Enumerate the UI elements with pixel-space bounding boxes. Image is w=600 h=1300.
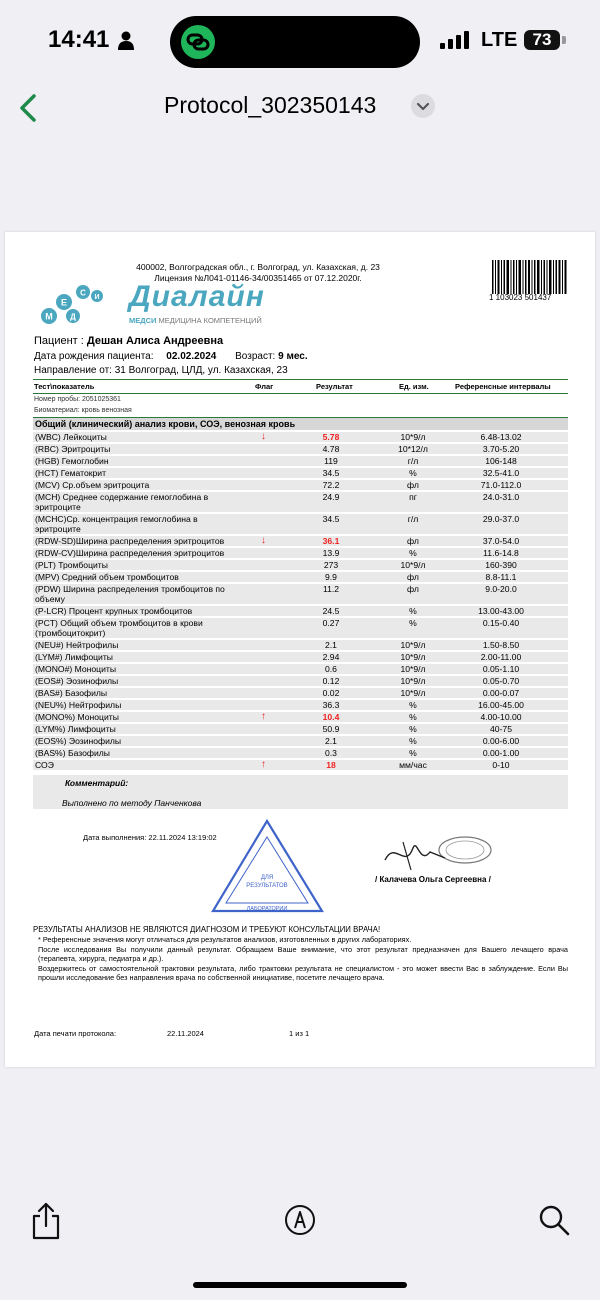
row-test-name: (NEU#) Нейтрофилы xyxy=(35,640,119,650)
row-flag: ↑ xyxy=(261,711,266,722)
signal-icon xyxy=(440,31,470,49)
row-reference: 0.00-1.00 xyxy=(482,748,520,758)
logo-letter: И xyxy=(94,294,100,301)
table-row xyxy=(33,652,568,662)
col-result: Результат xyxy=(316,382,353,391)
table-row xyxy=(33,664,568,674)
row-unit: 10*9/л xyxy=(400,560,426,570)
logo-letter: С xyxy=(80,288,86,298)
table-row xyxy=(33,606,568,616)
row-reference: 6.48-13.02 xyxy=(480,432,522,442)
chevron-down-icon xyxy=(411,94,435,118)
logo-sub-brand: МЕДСИ xyxy=(129,316,157,325)
row-test-name: (MCHC)Ср. концентрация гемоглобина в эритроците xyxy=(35,514,198,534)
page-count: 1 из 1 xyxy=(289,1029,310,1038)
row-unit: % xyxy=(409,748,417,758)
lab-stamp-icon xyxy=(210,817,325,917)
row-test-name: (P-LCR) Процент крупных тромбоцитов xyxy=(35,606,193,616)
row-result: 5.78 xyxy=(322,432,340,442)
home-indicator[interactable] xyxy=(193,1282,407,1288)
row-test-name: (NEU%) Нейтрофилы xyxy=(35,700,122,710)
row-reference: 0-10 xyxy=(492,760,510,770)
row-unit: 10*9/л xyxy=(400,432,426,442)
section-title: Общий (клинический) анализ крови, СОЭ, венозная кровь xyxy=(33,418,568,430)
row-reference: 0.05-1.10 xyxy=(482,664,520,674)
markup-icon[interactable] xyxy=(284,1204,316,1236)
title-menu-button[interactable] xyxy=(411,94,435,118)
nav-bar xyxy=(0,80,600,140)
table-row xyxy=(33,536,568,546)
row-reference: 37.0-54.0 xyxy=(482,536,520,546)
row-test-name: (PLT) Тромбоциты xyxy=(35,560,108,570)
dob-label: Дата рождения пациента: xyxy=(34,351,154,362)
share-icon[interactable] xyxy=(30,1202,62,1240)
referral-row xyxy=(34,365,288,376)
table-row xyxy=(33,700,568,710)
execution-label: Дата выполнения: xyxy=(83,833,147,842)
table-row xyxy=(33,444,568,454)
table-row xyxy=(33,618,568,638)
row-test-name: (HCT) Гематокрит xyxy=(35,468,107,478)
table-row xyxy=(33,748,568,758)
row-test-name: (BAS%) Базофилы xyxy=(35,748,110,758)
row-reference: 3.70-5.20 xyxy=(482,444,520,454)
row-unit: % xyxy=(409,618,417,628)
person-icon xyxy=(117,30,135,50)
row-result: 119 xyxy=(324,456,338,466)
medsi-logo-icon xyxy=(39,282,111,326)
row-reference: 29.0-37.0 xyxy=(482,514,520,524)
patient-name-label: Пациент : xyxy=(34,335,84,347)
row-result: 11.2 xyxy=(322,584,340,594)
row-result: 4.78 xyxy=(322,444,340,454)
row-test-name: (WBC) Лейкоциты xyxy=(35,432,107,442)
row-result: 10.4 xyxy=(322,712,340,722)
row-reference: 8.8-11.1 xyxy=(485,572,517,582)
row-reference: 24.0-31.0 xyxy=(482,492,520,502)
row-unit: % xyxy=(409,700,417,710)
row-unit: % xyxy=(409,712,417,722)
row-unit: мм/час xyxy=(399,760,427,770)
row-test-name: (PCT) Общий объем тромбоцитов в крови (тромбоцитокрит) xyxy=(35,618,203,638)
row-reference: 2.00-11.00 xyxy=(480,652,522,662)
row-result: 34.5 xyxy=(322,514,340,524)
header-divider xyxy=(33,379,568,380)
row-result: 2.1 xyxy=(325,736,337,746)
header-divider xyxy=(33,393,568,394)
back-chevron-icon[interactable] xyxy=(14,92,44,124)
results-table xyxy=(33,432,568,772)
row-unit: фл xyxy=(407,480,419,490)
stamp-line: ДЛЯ xyxy=(260,875,274,881)
row-result: 0.6 xyxy=(325,664,337,674)
barcode xyxy=(492,260,567,294)
battery-level: 73 xyxy=(532,30,552,49)
row-test-name: (LYM#) Лимфоциты xyxy=(35,652,113,662)
row-reference: 71.0-112.0 xyxy=(480,480,522,490)
logo-letter: М xyxy=(45,311,53,322)
row-test-name: (MCH) Среднее содержание гемоглобина в эритроците xyxy=(35,492,209,512)
row-test-name: (MCV) Ср.объем эритроцита xyxy=(35,480,150,490)
table-row xyxy=(33,548,568,558)
row-reference: 0.05-0.70 xyxy=(482,676,520,686)
row-flag: ↓ xyxy=(261,535,266,546)
table-row xyxy=(33,456,568,466)
age-label: Возраст: xyxy=(235,351,276,362)
table-row xyxy=(33,560,568,570)
row-unit: 10*9/л xyxy=(400,652,426,662)
patient-name: Дешан Алиса Андреевна xyxy=(86,335,224,347)
row-result: 0.3 xyxy=(325,748,337,758)
row-reference: 32.5-41.0 xyxy=(482,468,520,478)
barcode-number: 1 103023 501437 xyxy=(489,293,552,302)
battery-nub xyxy=(562,36,566,44)
row-reference: 160-390 xyxy=(485,560,517,570)
row-unit: % xyxy=(409,736,417,746)
dob-value: 02.02.2024 xyxy=(166,351,217,362)
row-result: 0.27 xyxy=(322,618,340,628)
logo-letter: Е xyxy=(60,297,68,308)
lab-address-line: 400002, Волгоградская обл., г. Волгоград, ул. Казахская, д. 23 xyxy=(136,262,380,272)
referral-value: 31 Волгоград, ЦЛД, ул. Казахская, 23 xyxy=(114,365,288,376)
row-reference: 0.00-6.00 xyxy=(482,736,520,746)
lab-logo-name: Диалайн xyxy=(129,280,265,313)
col-unit: Ед. изм. xyxy=(399,382,429,391)
row-result: 24.5 xyxy=(322,606,340,616)
row-test-name: (PDW) Ширина распределения тромбоцитов по объему xyxy=(35,584,225,604)
table-row xyxy=(33,468,568,478)
comment-block xyxy=(33,775,568,809)
row-result: 273 xyxy=(323,560,339,570)
referral-label: Направление от: xyxy=(34,365,112,376)
table-row xyxy=(33,432,568,442)
table-row xyxy=(33,492,568,512)
row-reference: 1.50-8.50 xyxy=(482,640,520,650)
row-test-name: (RDW-CV)Ширина распределения эритроцитов xyxy=(35,548,225,558)
row-result: 72.2 xyxy=(322,480,340,490)
footer-note: * Референсные значения могут отличаться для результатов анализов, изготовленных в других лабораториях. xyxy=(38,935,412,944)
row-reference: 4.00-10.00 xyxy=(480,712,522,722)
row-result: 2.1 xyxy=(325,640,337,650)
row-reference: 11.6-14.8 xyxy=(483,548,519,558)
row-test-name: (HGB) Гемоглобин xyxy=(35,456,109,466)
lab-license-line: Лицензия №Л041-01146-34/00351465 от 07.12.2020г. xyxy=(154,273,362,283)
lab-logo-subtitle xyxy=(129,316,262,325)
row-unit: % xyxy=(409,724,417,734)
row-unit: % xyxy=(409,548,417,558)
signature-name: / Калачева Ольга Сергеевна / xyxy=(375,875,491,884)
table-row xyxy=(33,760,568,770)
dynamic-island[interactable] xyxy=(170,16,420,68)
logo-sub-rest: МЕДИЦИНА КОМПЕТЕНЦИЙ xyxy=(158,316,262,325)
row-test-name: (MONO%) Моноциты xyxy=(35,712,119,722)
row-unit: г/л xyxy=(407,456,419,466)
row-reference: 40-75 xyxy=(490,724,512,734)
patient-name-row xyxy=(34,335,223,347)
row-reference: 9.0-20.0 xyxy=(485,584,517,594)
search-icon[interactable] xyxy=(538,1204,570,1236)
signature-icon xyxy=(375,830,500,878)
footer-warning: РЕЗУЛЬТАТЫ АНАЛИЗОВ НЕ ЯВЛЯЮТСЯ ДИАГНОЗОМ И ТРЕБУЮТ КОНСУЛЬТАЦИИ ВРАЧА! xyxy=(33,925,381,934)
row-result: 50.9 xyxy=(322,724,340,734)
row-unit: 10*9/л xyxy=(400,664,426,674)
col-test: Тест\показатель xyxy=(34,382,95,391)
document-page xyxy=(5,232,595,1067)
row-test-name: (MONO#) Моноциты xyxy=(35,664,117,674)
row-test-name: (RBC) Эритроциты xyxy=(35,444,111,454)
row-result: 36.1 xyxy=(322,536,340,546)
footer-note: Воздержитесь от самостоятельной трактовки результата, либо трактовки результата не специалистом - это может ввести Вас в заблуждение. Если Вы прошли исследование без направления врача по собственной инициативе, посетите лечащего врача. xyxy=(38,964,568,982)
row-unit: % xyxy=(409,606,417,616)
row-reference: 13.00-43.00 xyxy=(478,606,524,616)
table-row xyxy=(33,584,568,604)
row-unit: 10*9/л xyxy=(400,688,426,698)
row-reference: 16.00-45.00 xyxy=(478,700,524,710)
comment-text: Выполнено по методу Панченкова xyxy=(62,798,202,808)
row-flag: ↓ xyxy=(261,431,266,442)
table-row xyxy=(33,514,568,534)
bottom-toolbar xyxy=(0,1180,600,1300)
network-label: LTE xyxy=(481,29,518,51)
row-unit: % xyxy=(409,468,417,478)
row-test-name: (EOS%) Эозинофилы xyxy=(35,736,122,746)
row-unit: 10*9/л xyxy=(400,676,426,686)
execution-date xyxy=(83,833,217,842)
row-unit: фл xyxy=(407,572,419,582)
table-row xyxy=(33,480,568,490)
table-row xyxy=(33,676,568,686)
print-date-label: Дата печати протокола: xyxy=(34,1029,117,1038)
row-result: 2.94 xyxy=(322,652,340,662)
row-result: 0.12 xyxy=(322,676,340,686)
row-unit: фл xyxy=(407,584,419,594)
print-date: 22.11.2024 xyxy=(167,1029,204,1038)
row-test-name: СОЭ xyxy=(35,760,54,770)
col-reference: Референсные интервалы xyxy=(455,382,551,391)
row-result: 36.3 xyxy=(322,700,340,710)
row-result: 34.5 xyxy=(322,468,340,478)
row-result: 18 xyxy=(326,760,336,770)
execution-datetime: 22.11.2024 13:19:02 xyxy=(148,833,217,842)
document-title[interactable]: Protocol_302350143 xyxy=(164,92,377,118)
comment-label: Комментарий: xyxy=(65,778,129,788)
row-test-name: (LYM%) Лимфоциты xyxy=(35,724,116,734)
table-row xyxy=(33,640,568,650)
sample-number: Номер пробы: 2051025361 xyxy=(34,396,121,403)
row-result: 9.9 xyxy=(325,572,337,582)
table-row xyxy=(33,736,568,746)
row-test-name: (BAS#) Базофилы xyxy=(35,688,108,698)
table-row xyxy=(33,712,568,722)
logo-letter: Д xyxy=(70,312,76,322)
table-row xyxy=(33,688,568,698)
stamp-line: РЕЗУЛЬТАТОВ xyxy=(246,883,288,889)
row-unit: 10*9/л xyxy=(400,640,426,650)
row-test-name: (RDW-SD)Ширина распределения эритроцитов xyxy=(35,536,225,546)
row-result: 13.9 xyxy=(322,548,340,558)
stamp-line: ЛАБОРАТОРИИ xyxy=(246,906,288,912)
link-app-icon xyxy=(180,24,216,60)
row-unit: г/л xyxy=(407,514,419,524)
biomaterial: Биоматериал: кровь венозная xyxy=(34,407,132,414)
row-flag: ↑ xyxy=(261,759,266,770)
row-test-name: (EOS#) Эозинофилы xyxy=(35,676,119,686)
status-bar xyxy=(0,0,600,80)
row-unit: фл xyxy=(407,536,419,546)
patient-dob-row xyxy=(34,351,308,362)
row-unit: 10*12/л xyxy=(398,444,428,454)
row-unit: пг xyxy=(409,492,417,502)
footer-note: После исследования Вы получили данный результат. Обращаем Ваше внимание, что этот результат предназначен для Вашего лечащего врача (терапевта, хирурга, педиатра и др.). xyxy=(38,945,568,963)
row-reference: 106-148 xyxy=(485,456,517,466)
row-reference: 0.15-0.40 xyxy=(482,618,520,628)
table-row xyxy=(33,572,568,582)
status-time: 14:41 xyxy=(48,26,110,53)
age-value: 9 мес. xyxy=(278,351,308,362)
row-reference: 0.00-0.07 xyxy=(482,688,520,698)
row-result: 24.9 xyxy=(322,492,340,502)
col-flag: Флаг xyxy=(255,382,274,391)
battery-icon xyxy=(524,30,560,50)
table-row xyxy=(33,724,568,734)
row-result: 0.02 xyxy=(322,688,340,698)
row-test-name: (MPV) Средний объем тромбоцитов xyxy=(35,572,179,582)
